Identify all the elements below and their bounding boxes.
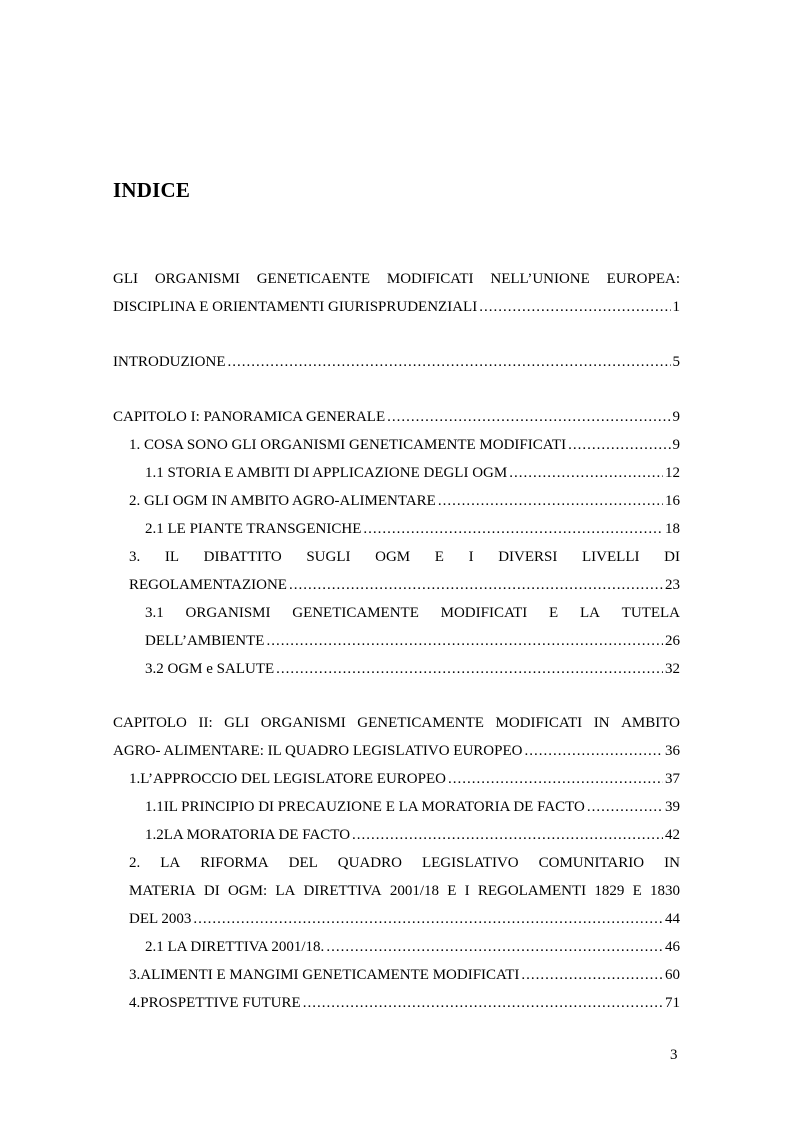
dot-leader [289, 571, 663, 599]
toc-entry[interactable] [113, 655, 680, 683]
toc-entry-title: IL PRINCIPIO DI PRECAUZIONE E LA MORATORIA DE FACTO [163, 799, 585, 815]
toc-word: E [549, 605, 559, 621]
toc-word: MODIFICATI [440, 605, 528, 621]
toc-word: 1830 [649, 883, 680, 899]
toc-page-number: 18 [665, 521, 680, 537]
toc-word: MODIFICATI [495, 715, 583, 731]
toc-page-number: 42 [665, 827, 680, 843]
toc-word: 1829 [594, 883, 625, 899]
toc-word: GENETICAMENTE [357, 715, 484, 731]
toc-entry-title: L’APPROCCIO DEL LEGISLATORE EUROPEO [140, 771, 446, 787]
toc-word: DIVERSI [498, 549, 558, 565]
page-number: 3 [670, 1047, 678, 1063]
page-title: INDICE [113, 178, 191, 202]
toc-page-number: 46 [665, 939, 680, 955]
toc-word: RIFORMA [200, 855, 269, 871]
toc-entry-title: DEL 2003 [129, 911, 192, 927]
toc-entry[interactable] [113, 905, 680, 933]
toc-page-number: 5 [672, 354, 680, 370]
dot-leader [387, 403, 670, 431]
toc-word: DIRETTIVA [303, 883, 382, 899]
toc-entry[interactable] [113, 961, 680, 989]
dot-leader [193, 905, 663, 933]
toc-page-number: 16 [665, 493, 680, 509]
toc-word: DIBATTITO [203, 549, 282, 565]
toc-entry-title: ALIMENTI E MANGIMI GENETICAMENTE MODIFICATI [140, 967, 520, 983]
dot-leader [524, 737, 663, 765]
toc-word: MATERIA [129, 883, 196, 899]
toc-word: IN [664, 855, 680, 871]
toc-page-number: 71 [665, 995, 680, 1011]
toc-word: DI [203, 883, 220, 899]
toc-word: GENETICAENTE [256, 271, 371, 287]
dot-leader [509, 459, 663, 487]
toc-word: AMBITO [621, 715, 680, 731]
toc-page-number: 23 [665, 577, 680, 593]
toc-page-number: 44 [665, 911, 680, 927]
dot-leader [303, 989, 663, 1017]
toc-page-number: 9 [672, 409, 680, 425]
toc-page-number: 26 [665, 633, 680, 649]
toc-entry-title: 2.1 LE PIANTE TRANSGENICHE [145, 521, 362, 537]
toc-word: COMUNITARIO [538, 855, 645, 871]
dot-leader [326, 933, 663, 961]
dot-leader [479, 293, 670, 321]
toc-word: CAPITOLO [113, 715, 187, 731]
toc-word: DEL [288, 855, 318, 871]
dot-leader [227, 348, 670, 376]
toc-word: ORGANISMI [154, 271, 240, 287]
toc-word: LEGISLATIVO [421, 855, 519, 871]
toc-entry-line [113, 599, 680, 627]
toc-word: 3.1 [145, 605, 164, 621]
dot-leader [352, 821, 663, 849]
toc-entry[interactable] [113, 737, 680, 765]
toc-entry[interactable] [113, 821, 680, 849]
toc-word: LIVELLI [582, 549, 640, 565]
toc-word: MODIFICATI [386, 271, 474, 287]
toc-word: E [447, 883, 457, 899]
toc-entry-line [113, 709, 680, 737]
dot-leader [587, 793, 663, 821]
toc-entry[interactable] [113, 459, 680, 487]
toc-word: 2001/18 [389, 883, 439, 899]
toc-word: I [464, 883, 470, 899]
toc-entry[interactable] [113, 933, 680, 961]
toc-entry[interactable] [113, 348, 680, 376]
toc-word: 3. [129, 549, 141, 565]
toc-entry-title: INTRODUZIONE [113, 354, 226, 370]
toc-entry[interactable] [113, 487, 680, 515]
toc-entry-title: 3.2 OGM e SALUTE [145, 661, 275, 677]
toc-entry-number: 3. [129, 967, 141, 983]
toc-page-number: 60 [665, 967, 680, 983]
toc-entry[interactable] [113, 403, 680, 431]
toc-entry[interactable] [113, 515, 680, 543]
toc-entry-number: 1.2 [145, 827, 164, 843]
dot-leader [266, 627, 663, 655]
toc-word: TUTELA [621, 605, 680, 621]
toc-entry-title: CAPITOLO I: PANORAMICA GENERALE [113, 409, 386, 425]
toc-entry[interactable] [113, 627, 680, 655]
dot-leader [276, 655, 663, 683]
toc-entry[interactable] [113, 431, 680, 459]
toc-word: E [434, 549, 444, 565]
toc-entry[interactable] [113, 765, 680, 793]
toc-word: NELL’UNIONE [490, 271, 590, 287]
toc-word: I [468, 549, 474, 565]
table-of-contents [113, 265, 680, 1017]
toc-word: DI [664, 549, 680, 565]
toc-entry-line [113, 265, 680, 293]
toc-word: LA [160, 855, 181, 871]
toc-entry-title: REGOLAMENTAZIONE [129, 577, 287, 593]
dot-leader [438, 487, 663, 515]
dot-leader [568, 431, 670, 459]
dot-leader [521, 961, 663, 989]
toc-word: OGM [375, 549, 411, 565]
toc-word: GENETICAMENTE [292, 605, 419, 621]
toc-word: QUADRO [337, 855, 402, 871]
toc-entry[interactable] [113, 793, 680, 821]
toc-entry-title: LA MORATORIA DE FACTO [163, 827, 351, 843]
toc-word: LA [275, 883, 296, 899]
toc-entry-title: 2. GLI OGM IN AMBITO AGRO-ALIMENTARE [129, 493, 436, 509]
toc-entry[interactable] [113, 571, 680, 599]
toc-page-number: 37 [665, 771, 680, 787]
toc-entry-title: 1.1 STORIA E AMBITI DI APPLICAZIONE DEGLI OGM [145, 465, 508, 481]
toc-entry-line [113, 543, 680, 571]
toc-word: REGOLAMENTI [477, 883, 587, 899]
toc-entry[interactable] [113, 293, 680, 321]
toc-word: ORGANISMI [185, 605, 271, 621]
toc-entry[interactable] [113, 989, 680, 1017]
toc-word: IL [164, 549, 180, 565]
toc-word: SUGLI [306, 549, 351, 565]
toc-entry-line [113, 877, 680, 905]
toc-page-number: 32 [665, 661, 680, 677]
toc-entry-title: DISCIPLINA E ORIENTAMENTI GIURISPRUDENZIALI [113, 299, 478, 315]
toc-page-number: 9 [672, 437, 680, 453]
toc-entry-title: DELL’AMBIENTE [145, 633, 265, 649]
toc-entry-title: PROSPETTIVE FUTURE [140, 995, 301, 1011]
toc-page-number: 12 [665, 465, 680, 481]
toc-word: 2. [129, 855, 141, 871]
toc-word: OGM: [227, 883, 268, 899]
toc-word: II: [198, 715, 213, 731]
toc-entry-line [113, 849, 680, 877]
toc-page-number: 36 [665, 743, 680, 759]
toc-entry-number: 1.1 [145, 799, 164, 815]
dot-leader [448, 765, 663, 793]
toc-entry-number: 1. [129, 771, 141, 787]
toc-entry-title: 1. COSA SONO GLI ORGANISMI GENETICAMENTE MODIFICATI [129, 437, 567, 453]
toc-word: GLI [113, 271, 138, 287]
toc-page-number: 1 [672, 299, 680, 315]
toc-word: LA [579, 605, 600, 621]
toc-entry-title: 2.1 LA DIRETTIVA 2001/18. [145, 939, 325, 955]
dot-leader [363, 515, 663, 543]
toc-word: E [632, 883, 642, 899]
toc-word: EUROPEA: [606, 271, 680, 287]
toc-word: GLI [224, 715, 250, 731]
toc-entry-title: AGRO- ALIMENTARE: IL QUADRO LEGISLATIVO EUROPEO [113, 743, 523, 759]
toc-entry-number: 4. [129, 995, 141, 1011]
toc-word: IN [593, 715, 610, 731]
toc-word: ORGANISMI [260, 715, 346, 731]
toc-page-number: 39 [665, 799, 680, 815]
